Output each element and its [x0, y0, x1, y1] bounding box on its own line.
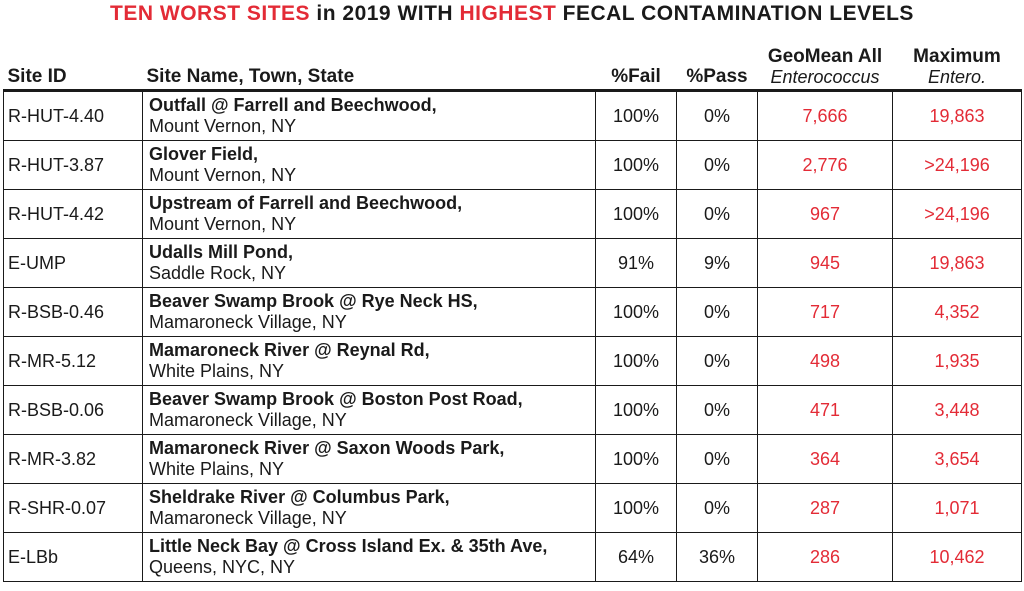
cell-maximum: 1,071 — [893, 484, 1022, 533]
cell-site-id: R-MR-3.82 — [4, 435, 143, 484]
cell-fail: 100% — [596, 288, 677, 337]
cell-site-id: E-LBb — [4, 533, 143, 582]
cell-fail: 64% — [596, 533, 677, 582]
cell-fail: 100% — [596, 435, 677, 484]
header-pass — [677, 42, 758, 91]
cell-pass: 0% — [677, 484, 758, 533]
cell-maximum: >24,196 — [893, 190, 1022, 239]
cell-fail: 91% — [596, 239, 677, 288]
cell-fail: 100% — [596, 91, 677, 141]
cell-maximum: >24,196 — [893, 141, 1022, 190]
cell-fail: 100% — [596, 386, 677, 435]
cell-geomean: 287 — [758, 484, 893, 533]
site-name: Glover Field, — [149, 144, 259, 164]
cell-site-name — [143, 91, 596, 141]
site-location: Mount Vernon, NY — [149, 116, 297, 136]
contamination-table — [3, 42, 1022, 582]
table-row — [4, 141, 1022, 190]
table-row — [4, 533, 1022, 582]
cell-site-name — [143, 484, 596, 533]
table-row — [4, 190, 1022, 239]
site-location: Mamaroneck Village, NY — [149, 312, 347, 332]
site-name: Little Neck Bay @ Cross Island Ex. & 35th Ave, — [149, 536, 548, 556]
header-geomean-sub: Enterococcus — [770, 67, 880, 87]
table-body — [4, 91, 1022, 582]
cell-site-name — [143, 288, 596, 337]
cell-geomean: 945 — [758, 239, 893, 288]
cell-site-id: R-BSB-0.06 — [4, 386, 143, 435]
site-name: Beaver Swamp Brook @ Rye Neck HS, — [149, 291, 478, 311]
header-pass-label: %Pass — [686, 66, 748, 87]
cell-site-name — [143, 141, 596, 190]
cell-pass: 0% — [677, 288, 758, 337]
cell-site-id: R-BSB-0.46 — [4, 288, 143, 337]
header-geomean-label: GeoMean All — [767, 46, 883, 67]
site-location: Mount Vernon, NY — [149, 214, 297, 234]
header-fail — [596, 42, 677, 91]
cell-geomean: 717 — [758, 288, 893, 337]
table-row — [4, 288, 1022, 337]
cell-pass: 0% — [677, 91, 758, 141]
table-header-row — [4, 42, 1022, 91]
cell-pass: 0% — [677, 141, 758, 190]
title-highlight-highest: HIGHEST — [459, 2, 557, 25]
cell-site-name — [143, 533, 596, 582]
cell-site-id: E-UMP — [4, 239, 143, 288]
cell-site-id: R-HUT-4.42 — [4, 190, 143, 239]
header-fail-label: %Fail — [611, 66, 661, 87]
site-location: Mount Vernon, NY — [149, 165, 297, 185]
cell-site-name — [143, 239, 596, 288]
cell-geomean: 2,776 — [758, 141, 893, 190]
title-text-levels: FECAL CONTAMINATION LEVELS — [556, 2, 914, 25]
site-location: White Plains, NY — [149, 459, 285, 479]
site-name: Outfall @ Farrell and Beechwood, — [149, 95, 437, 115]
site-location: Mamaroneck Village, NY — [149, 508, 347, 528]
cell-geomean: 364 — [758, 435, 893, 484]
cell-geomean: 498 — [758, 337, 893, 386]
chart-title — [0, 2, 1024, 26]
header-site-name-label: Site Name, Town, State — [146, 66, 355, 87]
cell-site-name — [143, 190, 596, 239]
cell-pass: 0% — [677, 190, 758, 239]
cell-pass: 36% — [677, 533, 758, 582]
cell-fail: 100% — [596, 141, 677, 190]
table-row — [4, 91, 1022, 141]
header-geomean — [758, 42, 893, 91]
header-site-id — [4, 42, 143, 91]
cell-maximum: 1,935 — [893, 337, 1022, 386]
cell-site-id: R-HUT-3.87 — [4, 141, 143, 190]
site-name: Beaver Swamp Brook @ Boston Post Road, — [149, 389, 523, 409]
cell-fail: 100% — [596, 337, 677, 386]
cell-site-name — [143, 337, 596, 386]
table-row — [4, 435, 1022, 484]
cell-maximum: 19,863 — [893, 91, 1022, 141]
cell-geomean: 7,666 — [758, 91, 893, 141]
table-row — [4, 337, 1022, 386]
header-maximum-sub: Entero. — [927, 67, 987, 87]
cell-geomean: 286 — [758, 533, 893, 582]
cell-pass: 0% — [677, 435, 758, 484]
header-maximum — [893, 42, 1022, 91]
table-row — [4, 484, 1022, 533]
cell-maximum: 3,654 — [893, 435, 1022, 484]
cell-site-name — [143, 435, 596, 484]
cell-fail: 100% — [596, 484, 677, 533]
title-highlight-worst: TEN WORST SITES — [110, 2, 311, 25]
cell-maximum: 19,863 — [893, 239, 1022, 288]
cell-site-id: R-HUT-4.40 — [4, 91, 143, 141]
table-row — [4, 239, 1022, 288]
site-name: Upstream of Farrell and Beechwood, — [149, 193, 463, 213]
site-location: Saddle Rock, NY — [149, 263, 287, 283]
cell-maximum: 3,448 — [893, 386, 1022, 435]
site-location: Queens, NYC, NY — [149, 557, 296, 577]
site-name: Udalls Mill Pond, — [149, 242, 294, 262]
header-site-name — [143, 42, 596, 91]
cell-pass: 0% — [677, 337, 758, 386]
site-name: Mamaroneck River @ Reynal Rd, — [149, 340, 430, 360]
title-text-year: in 2019 WITH — [310, 2, 460, 25]
cell-fail: 100% — [596, 190, 677, 239]
cell-site-id: R-MR-5.12 — [4, 337, 143, 386]
cell-pass: 0% — [677, 386, 758, 435]
header-maximum-label: Maximum — [913, 46, 1001, 67]
cell-maximum: 10,462 — [893, 533, 1022, 582]
cell-maximum: 4,352 — [893, 288, 1022, 337]
table-row — [4, 386, 1022, 435]
header-site-id-label: Site ID — [7, 66, 67, 87]
cell-site-name — [143, 386, 596, 435]
cell-pass: 9% — [677, 239, 758, 288]
site-name: Sheldrake River @ Columbus Park, — [149, 487, 450, 507]
site-name: Mamaroneck River @ Saxon Woods Park, — [149, 438, 505, 458]
site-location: White Plains, NY — [149, 361, 285, 381]
cell-geomean: 471 — [758, 386, 893, 435]
cell-site-id: R-SHR-0.07 — [4, 484, 143, 533]
site-location: Mamaroneck Village, NY — [149, 410, 347, 430]
cell-geomean: 967 — [758, 190, 893, 239]
